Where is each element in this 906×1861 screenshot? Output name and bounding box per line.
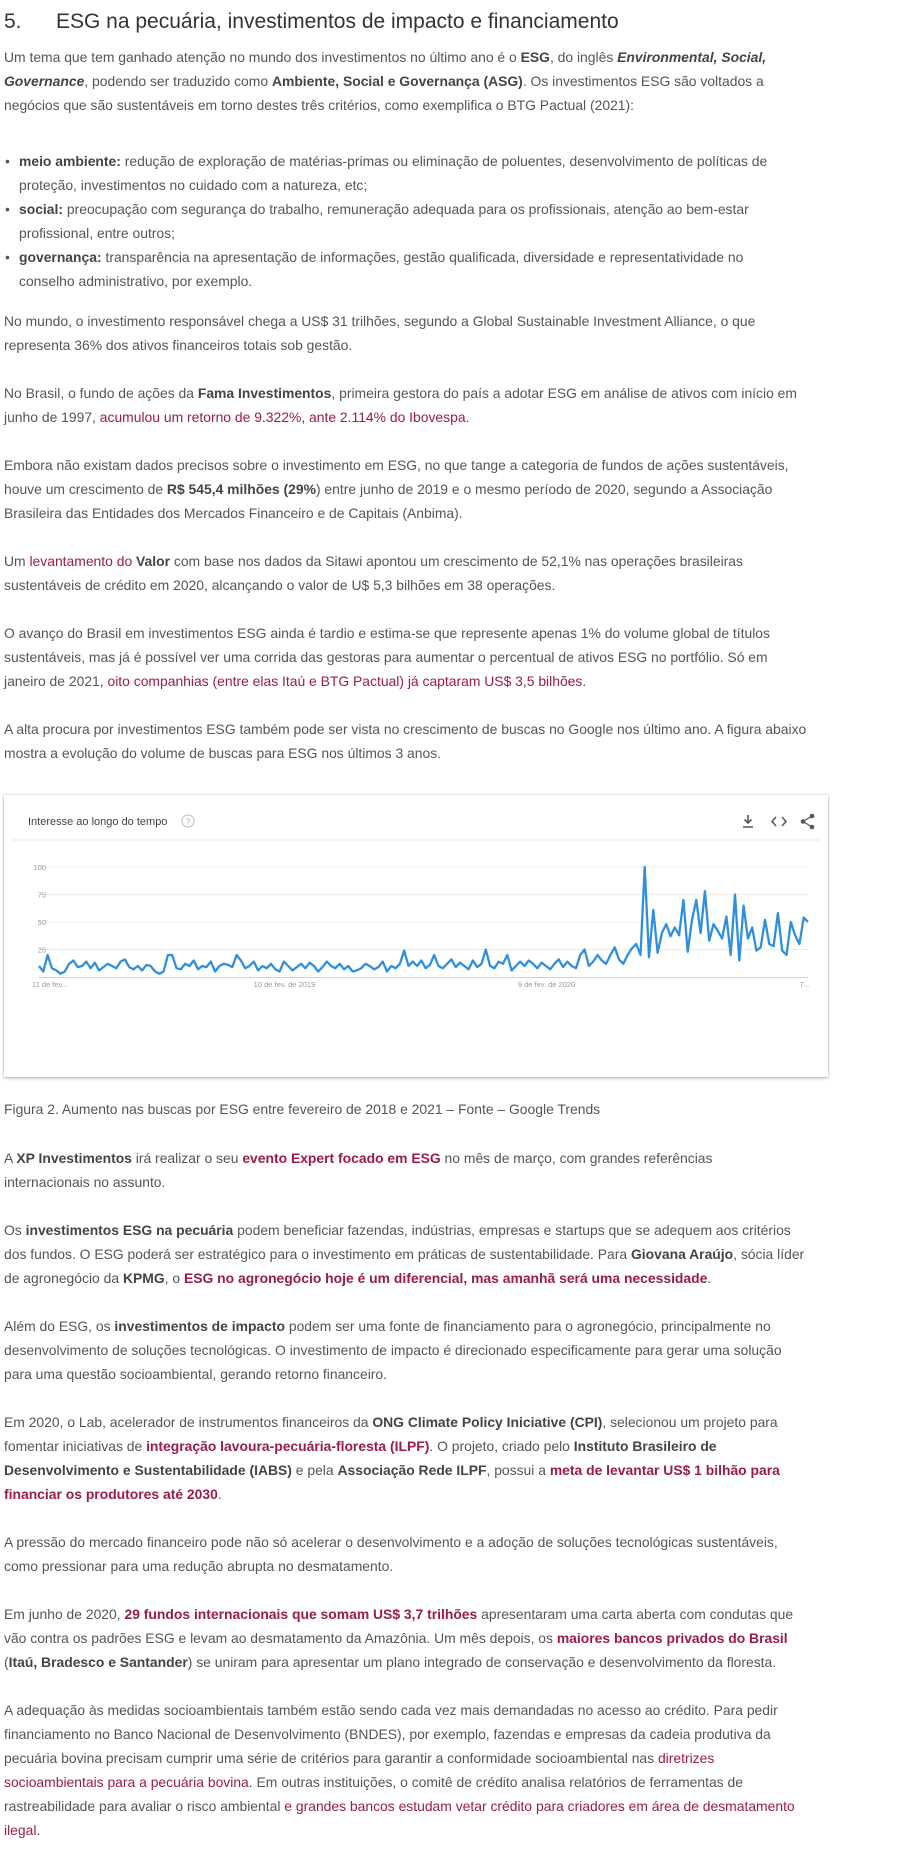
x-axis-ticks xyxy=(32,980,810,989)
paragraph-junho: Em junho de 2020, 29 fundos internacionais que somam US$ 3,7 trilhões apresentaram uma carta aberta com condutas que vão contra os padrões ESG e levam ao desmatamento da Amazônia. Um mês depois, os maiores bancos privados do Brasil (Itaú, Bradesco e Santander) se uniram para apresentar um plano integrado de conservação e desenvolvimento da floresta. xyxy=(4,1606,794,1670)
list-item: • meio ambiente: redução de exploração de matérias-primas ou eliminação de poluentes, desenvolvimento de políticas de proteção, investimentos no cuidado com a natureza, etc; xyxy=(4,149,794,197)
x-tick-label: 10 de fev. de 2019 xyxy=(253,980,316,989)
bullet-dot: • xyxy=(5,249,10,265)
google-trends-chart xyxy=(4,795,828,1077)
esg-criteria-list xyxy=(4,149,794,293)
valor-survey-link[interactable]: levantamento do Valor xyxy=(29,553,171,569)
y-axis-ticks xyxy=(33,863,46,955)
x-tick-label: 9 de fev. de 2020 xyxy=(517,980,576,989)
y-tick-label: 75 xyxy=(37,890,46,900)
esg-term: ESG xyxy=(520,49,550,65)
section-title: ESG na pecuária, investimentos de impacto e financiamento xyxy=(56,10,619,33)
paragraph-pressao: A pressão do mercado financeiro pode não só acelerar o desenvolvimento e a adoção de soluções tecnológicas sustentáveis, como pressionar para uma redução abrupta no desmatamento. xyxy=(4,1534,778,1574)
international-funds-link[interactable]: 29 fundos internacionais que somam US$ 3,7 trilhões xyxy=(124,1606,478,1622)
banks-credit-veto-link[interactable]: e grandes bancos estudam vetar crédito para criadores em área de desmatamento xyxy=(284,1798,795,1814)
paragraph-anbima: Embora não existam dados precisos sobre o investimento em ESG, no que tange a categoria de fundos de ações sustentáveis, houve um crescimento de R$ 545,4 milhões (29%) entre junho de 2019 e o mesmo período de 2020, segundo a Associação Brasileira das Entidades dos Mercados Financeiro e de Capitais (Anbima). xyxy=(4,457,789,521)
svg-text:?: ? xyxy=(185,817,191,827)
fama-return-link[interactable]: acumulou um retorno de 9.322%, ante 2.114% do Ibovespa xyxy=(99,409,466,425)
y-tick-label: 25 xyxy=(37,945,46,955)
esg-english-term: Environmental, Social, xyxy=(617,49,767,65)
paragraph-world: No mundo, o investimento responsável chega a US$ 31 trilhões, segundo a Global Sustainable Investment Alliance, o que representa 36% dos ativos financeiros totais sob gestão. xyxy=(4,313,756,353)
share-icon[interactable] xyxy=(801,814,815,830)
asg-term: Ambiente, Social e Governança (ASG) xyxy=(271,73,523,89)
figure-caption: Figura 2. Aumento nas buscas por ESG entre fevereiro de 2018 e 2021 – Fonte – Google Trends xyxy=(4,1101,601,1117)
chart-title: Interesse ao longo do tempo xyxy=(28,816,168,828)
series-line-esg xyxy=(39,867,808,974)
help-icon[interactable] xyxy=(182,815,194,827)
companies-funding-link[interactable]: oito companhias (entre elas Itaú e BTG Pactual) já captaram US$ 3,5 bilhões xyxy=(107,673,583,689)
embed-code-icon[interactable] xyxy=(772,817,786,826)
download-icon[interactable] xyxy=(743,815,753,827)
ilpf-link[interactable]: integração lavoura-pecuária-floresta (ILPF) xyxy=(146,1438,430,1454)
x-tick-label: 11 de fev... xyxy=(32,980,68,989)
paragraph-xp: A XP Investimentos irá realizar o seu evento Expert focado em ESG no mês de março, com grandes referências internacionais no assunto. xyxy=(4,1150,713,1190)
y-tick-label: 50 xyxy=(37,918,46,927)
banks-credit-veto-link-cont[interactable]: ilegal xyxy=(4,1822,37,1838)
y-tick-label: 100 xyxy=(33,863,46,872)
paragraph-lab: Em 2020, o Lab, acelerador de instrumentos financeiros da ONG Climate Policy Iniciative (CPI), selecionou um projeto para fomentar iniciativas de integração lavoura-pecuária-floresta (ILPF). O projeto, criado pelo Instituto Brasileiro de Desenvolvimento e Sustentabilidade (IABS) e pela Associação Rede ILPF, possui a meta de levantar US$ 1 bilhão para financiar os produtores até 2030. xyxy=(4,1414,780,1502)
x-tick-label: 7... xyxy=(799,980,810,989)
esg-agribusiness-link[interactable]: ESG no agronegócio hoje é um diferencial, mas amanhã será uma necessidade xyxy=(183,1270,708,1286)
section-heading xyxy=(4,10,619,34)
bullet-dot: • xyxy=(5,201,10,217)
bndes-guidelines-link-cont[interactable]: socioambientais para a pecuária bovina xyxy=(4,1774,249,1790)
expert-esg-event-link[interactable]: evento Expert focado em ESG xyxy=(242,1150,441,1166)
private-banks-link[interactable]: maiores bancos privados do Brasil xyxy=(556,1630,788,1646)
trend-chart-svg xyxy=(4,795,828,1077)
section-number: 5. xyxy=(4,10,22,33)
list-item: • social: preocupação com segurança do trabalho, remuneração adequada para os profissionais, atenção ao bem-estar profissional, entre outros; xyxy=(4,197,794,245)
paragraph-valor: Um levantamento do Valor com base nos dados da Sitawi apontou um crescimento de 52,1% nas operações brasileiras sustentáveis de crédito em 2020, alcançando o valor de U$ 5,3 bilhões em 38 operações. xyxy=(4,553,743,593)
paragraph-procura: A alta procura por investimentos ESG também pode ser vista no crescimento de buscas no Google nos último ano. A figura abaixo mostra a evolução do volume de buscas para ESG nos últimos 3 anos. xyxy=(4,721,807,761)
paragraph-brazil: No Brasil, o fundo de ações da Fama Investimentos, primeira gestora do país a adotar ESG em análise de ativos com início em junho de 1997, acumulou um retorno de 9.322%, ante 2.114% do Ibovespa. xyxy=(4,385,797,425)
list-item: • governança: transparência na apresentação de informações, gestão qualificada, diversidade e representatividade no conselho administrativo, por exemplo. xyxy=(4,245,794,293)
funding-goal-link-cont[interactable]: financiar os produtores até 2030 xyxy=(4,1486,218,1502)
paragraph-pecuaria: Os investimentos ESG na pecuária podem beneficiar fazendas, indústrias, empresas e startups que se adequem aos critérios dos fundos. O ESG poderá ser estratégico para o investimento em práticas de sustentabilidade. Para Giovana Araújo, sócia líder de agronegócio da KPMG, o ESG no agronegócio hoje é um diferencial, mas amanhã será uma necessidade. xyxy=(4,1222,805,1286)
funding-goal-link[interactable]: meta de levantar US$ 1 bilhão para xyxy=(549,1462,780,1478)
paragraph-impacto: Além do ESG, os investimentos de impacto podem ser uma fonte de financiamento para o agronegócio, principalmente no desenvolvimento de soluções tecnológicas. O investimento de impacto é direcionado especificamente para gerar uma solução para uma questão socioambiental, gerando retorno financeiro. xyxy=(4,1318,782,1382)
paragraph-avanco: O avanço do Brasil em investimentos ESG ainda é tardio e estima-se que represente apenas 1% do volume global de títulos sustentáveis, mas já é possível ver uma corrida das gestoras para aumentar o percentual de ativos ESG no portfólio. Só em janeiro de 2021, oito companhias (entre elas Itaú e BTG Pactual) já captaram US$ 3,5 bilhões. xyxy=(4,625,770,689)
bndes-guidelines-link[interactable]: diretrizes xyxy=(657,1750,715,1766)
paragraph-credito: A adequação às medidas socioambientais também estão sendo cada vez mais demandadas no acesso ao crédito. Para pedir financiamento no Banco Nacional de Desenvolvimento (BNDES), por exemplo, fazendas e empresas da cadeia produtiva da pecuária bovina precisam cumprir uma série de critérios para garantir a conformidade socioambiental nas diretrizes socioambientais para a pecuária bovina. Em outras instituições, o comitê de crédito analisa relatórios de ferramentas de rastreabilidade para avaliar o risco ambiental e grandes bancos estudam vetar crédito para criadores em área de desmatamento ilegal. xyxy=(4,1702,795,1838)
bullet-dot: • xyxy=(5,153,10,169)
paragraph-esg-intro: Um tema que tem ganhado atenção no mundo dos investimentos no último ano é o ESG, do inglês Environmental, Social, Governance, podendo ser traduzido como Ambiente, Social e Governança (ASG). Os investimentos ESG são voltados a negócios que são sustentáveis em torno destes três critérios, como exemplifica o BTG Pactual (2021): xyxy=(4,49,767,113)
